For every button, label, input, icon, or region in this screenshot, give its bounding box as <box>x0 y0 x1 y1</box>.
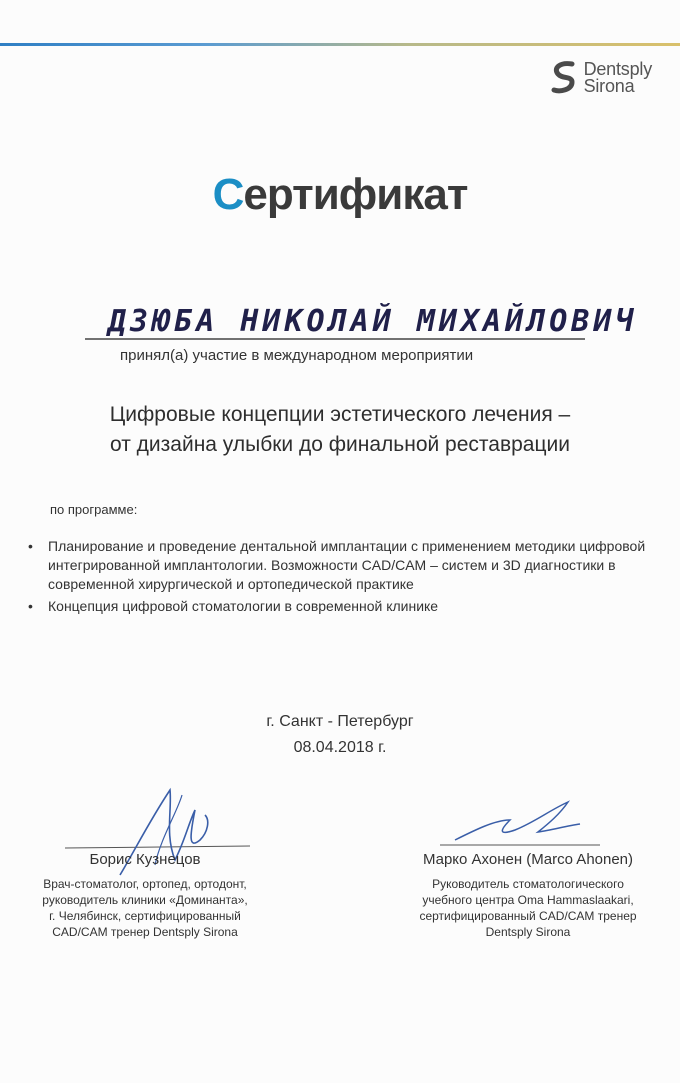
signatory-left-description <box>10 876 280 940</box>
city-date-block <box>0 709 680 761</box>
top-decorative-line <box>0 43 680 46</box>
program-label: по программе: <box>50 502 138 517</box>
signatory-right-desc-line: Руководитель стоматологического <box>432 877 624 891</box>
title-first-letter: С <box>212 170 244 219</box>
certificate-title <box>0 170 680 220</box>
signatory-left-desc-line: CAD/CAM тренер Dentsply Sirona <box>52 925 238 939</box>
signatory-right <box>388 850 668 940</box>
logo-line-1: Dentsply <box>583 59 652 79</box>
signatory-right-description <box>388 876 668 940</box>
signatory-left-name: Борис Кузнецов <box>89 851 201 868</box>
city: г. Санкт - Петербург <box>266 713 414 730</box>
signatory-right-name: Марко Ахонен (Marco Ahonen) <box>422 851 634 868</box>
dentsply-sirona-logo-icon <box>550 60 578 96</box>
signatory-right-desc-line: учебного центра Oma Hammaslaakari, <box>422 893 634 907</box>
event-title-line-2: от дизайна улыбки до финальной реставрации <box>110 433 570 456</box>
logo-line-2: Sirona <box>583 76 635 96</box>
signatory-right-desc-line: Dentsply Sirona <box>485 925 571 939</box>
recipient-name-underline <box>85 338 585 340</box>
dentsply-sirona-logo <box>550 60 652 96</box>
program-item: • Концепция цифровой стоматологии в современной клинике <box>28 597 648 616</box>
date: 08.04.2018 г. <box>293 739 387 756</box>
logo-text <box>584 61 652 95</box>
event-title <box>0 400 680 460</box>
signatory-right-desc-line: сертифицированный CAD/CAM тренер <box>419 909 637 923</box>
event-title-line-1: Цифровые концепции эстетического лечения – <box>109 403 571 426</box>
signatory-left-desc-line: Врач-стоматолог, ортопед, ортодонт, <box>43 877 247 891</box>
signatory-left-desc-line: г. Челябинск, сертифицированный <box>49 909 241 923</box>
participation-text: принял(а) участие в международном мероприятии <box>120 347 474 364</box>
signatory-left-desc-line: руководитель клиники «Доминанта», <box>42 893 248 907</box>
signatory-left <box>10 850 280 940</box>
recipient-name: ДЗЮБА НИКОЛАЙ МИХАЙЛОВИЧ <box>108 304 638 339</box>
title-rest: ертификат <box>243 170 468 219</box>
program-list <box>28 537 648 619</box>
program-item: • Планирование и проведение дентальной имплантации с применением методики цифровой интегрированной имплантологии. Возможности CAD/CAM – систем и 3D диагностики в современной хирургической и ортопедической практике <box>28 537 648 594</box>
